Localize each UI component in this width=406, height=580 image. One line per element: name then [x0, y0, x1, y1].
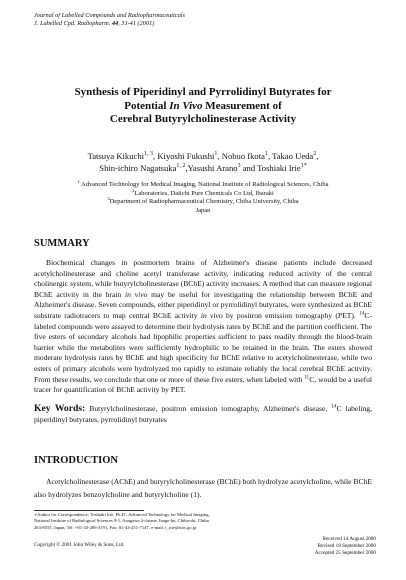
article-dates — [278, 536, 376, 556]
introduction-text: Acetylcholinesterase (AChE) and butyrylcholinesterase (BChE) both hydrolyze acetylcholine, while BChE also hydrolyzes benzoylcholine and butyrylcholine (1). — [34, 477, 372, 499]
copyright-notice: Copyright © 2001 John Wiley & Sons, Ltd. — [34, 542, 125, 548]
journal-name: Journal of Labelled Compounds and Radiopharmaceuticals — [34, 12, 185, 19]
accepted-date: Accepted 25 September 2000 — [314, 549, 376, 556]
summary-heading: SUMMARY — [34, 238, 90, 249]
affiliation-2: $^2$Laboratories, Daiichi Pure Chemicals Co Ltd, Ibaraki — [132, 187, 274, 197]
received-date: Received 14 August 2000 — [322, 536, 376, 542]
correspondence-footnote: ∗Author for Correspondence: Toshiaki Irie, Ph.D., Advanced Technology for Medical Imaging, National Institute of Radiological Sciences 9-1, Anagawa 4-chome, Inage-ku, Chiba-shi, Chiba 263-8555, Japan, Tel: +81-43-206-3191, Fax: 81-43-251-7147, e-mail: t_irie@nirs.go.jp — [34, 512, 210, 530]
affiliation-1: $^1$ Advanced Technology for Medical Imaging, National Institute of Radiological Sciences, Chiba — [77, 178, 329, 188]
affiliation-country: Japan — [195, 206, 211, 214]
affiliations — [24, 178, 382, 215]
summary-text: Biochemical changes in postmortem brains of Alzheimer's disease patients include decreased acetylcholinesterase and choline acetyl transferase activity, indicating reduced activity of the central cholinergic system, while butyrylcholinesterase (BChE) activity increases. A method that can measure regional BChE activity in the brain in vivo may be useful for investigating the relationship between BChE and Alzheimer's disease. Seven compounds, either piperidinyl or pyrrolidinyl butyrates, were synthesized as BChE substrate radiotracers to map central BChE activity in vivo by positron emission tomography (PET). $^{14}$C-labeled compounds were assayed to determine their hydrolysis rates by BChE and the partition coefficient. The five esters of secondary alcohols had lipophilic properties sufficient to pass readily through the blood-brain barrier while the metabolites were sufficiently hydrophilic to be retained in the brain. The esters showed moderate hydrolysis rates by BChE and high specificity for BChE relative to acetylcholinesterase, while two esters of primary alcohols were hydrolyzed too rapidly to estimate reliably the local cerebral BChE activity. From these results, we conclude that one or more of these five esters, when labeled with $^{11}$C, would be a useful tracer for quantification of BChE activity by PET. — [34, 258, 373, 395]
journal-header — [34, 12, 374, 28]
revised-date: Revised 18 September 2000 — [317, 542, 376, 549]
journal-citation: J. Labelled Cpd. Radiopharm. 44, 31-41 (2001) — [34, 20, 155, 27]
footnote-divider — [34, 510, 144, 511]
keywords-label: Key Words: — [34, 403, 86, 414]
keywords: Key Words: Butyrylcholinesterase, positron emission tomography, Alzheimer's disease, $^{14}$C labeling, piperidinyl butyrates, pyrrolidinyl butyrates — [34, 403, 372, 424]
introduction-heading: INTRODUCTION — [34, 455, 119, 466]
journal-volume: 44 — [111, 20, 119, 27]
article-title: Synthesis of Piperidinyl and Pyrrolidinyl Butyrates for Potential In Vivo Measurement of Cerebral Butyrylcholinesterase Activity — [74, 86, 332, 125]
affiliation-3: $^3$Department of Radiopharmaceutical Chemistry, Chiba University, Chiba — [107, 196, 299, 206]
author-list: Tatsuya Kikuchi$^{1, 3}$, Kiyoshi Fukushi$^1$, Nobuo Ikota$^1$, Takao Ueda$^2$, Shin-ichiro Nagatsuka$^{1, 2}$,Yasushi Arano$^3$ and Toshiaki Irie$^{1*}$ — [87, 151, 319, 173]
